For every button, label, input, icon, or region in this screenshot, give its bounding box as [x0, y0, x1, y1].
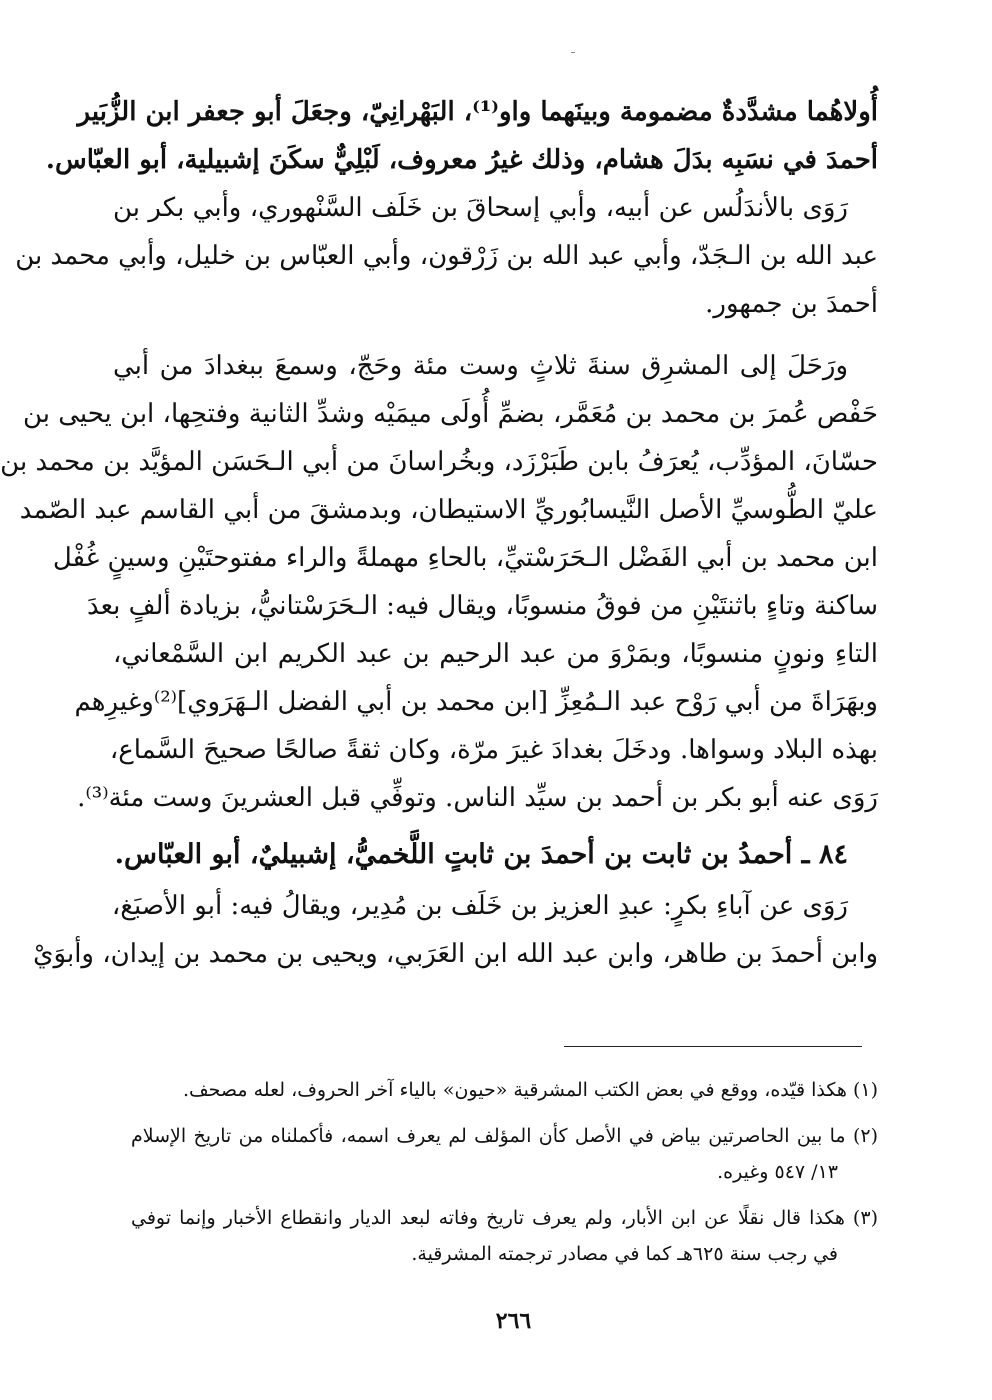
footnote-divider	[564, 1046, 862, 1047]
text-line: رَوَى بالأندَلُس عن أبيه، وأبي إسحاقَ بن خَلَف السَّنْهوري، وأبي بكر بن	[113, 193, 848, 223]
text-line: وابن أحمدَ بن طاهر، وابن عبد الله ابن العَرَبي، ويحيى بن محمد بن إيدان، وأبوَيْ	[33, 939, 878, 969]
text-line: ورَحَلَ إلى المشرِق سنةَ ثلاثٍ وست مئة وحَجّ، وسمعَ ببغدادَ من أبي	[113, 351, 848, 381]
text-line: أحمدَ في نسَبِه بدَلَ هشام، وذلك غيرُ معروف، لَبْلِيٌّ سكَنَ إشبيلية، أبو العبّاس.	[45, 145, 878, 175]
footnote-3-continued: في رجب سنة ٦٢٥هـ كما في مصادر ترجمته المشرقية.	[411, 1243, 838, 1265]
footnotes-block	[131, 1072, 878, 1272]
text-line: عليّ الطُّوسيِّ الأصل النَّيسابُوريِّ الاستيطان، وبدمشقَ من أبي القاسم عبد الصّمد	[19, 495, 878, 525]
text-line: ساكنة وتاءٍ باثنتَيْنِ من فوقُ منسوبًا، ويقال فيه: الـحَرَسْتانيُّ، بزيادة ألفٍ بعدَ	[86, 591, 878, 621]
entry-heading: ٨٤ ـ أحمدُ بن ثابت بن أحمدَ بن ثابتٍ اللَّخميُّ، إشبيليٌ، أبو العبّاس.	[114, 839, 848, 870]
footnote-2: (٢) ما بين الحاصرتين بياض في الأصل كأن المؤلف لم يعرف اسمه، فأكملناه من تاريخ الإسلام	[131, 1125, 878, 1147]
main-text-block	[0, 88, 878, 978]
text-line: حَفْص عُمرَ بن محمد بن مُعَمَّر، بضمِّ أُولَى ميمَيْه وشدِّ الثانية وفتحِها، ابن يحيى بن	[22, 399, 878, 429]
text-line: رَوَى عن آباءِ بكرٍ: عبدِ العزيز بن خَلَف بن مُدِير، ويقالُ فيه: أبو الأصبَغ،	[111, 891, 848, 921]
text-line: بهذه البلاد وسواها. ودخَلَ بغدادَ غيرَ مرّة، وكان ثقةً صالحًا صحيحَ السَّماع،	[109, 735, 878, 765]
text-line: ابن محمد بن أبي الفَضْل الـحَرَسْتيِّ، بالحاءِ مهملةً والراء مفتوحتَيْنِ وسينٍ غُفْل	[52, 543, 878, 573]
footnote-1: (١) هكذا قيّده، ووقع في بعض الكتب المشرقية «حيون» بالياء آخر الحروف، لعله مصحف.	[182, 1079, 878, 1101]
scan-mark	[571, 52, 575, 53]
text-line: التاءِ ونونٍ منسوبًا، وبمَرْوَ من عبد الرحيم بن عبد الكريم ابن السَّمْعاني،	[113, 639, 878, 669]
text-line: أُولاهُما مشدَّدةٌ مضمومة وبينَهما واو⁽¹⁾، البَهْرانِيّ، وجعَلَ أبو جعفر ابن الزُّبَير	[77, 97, 878, 127]
footnote-2-continued: ١٣/ ٥٤٧ وغيره.	[717, 1161, 838, 1183]
text-line: وبهَرَاةَ من أبي رَوْح عبد الـمُعِزِّ [ابن محمد بن أبي الفضل الـهَرَوي]⁽²⁾وغيرِهم	[74, 687, 878, 717]
footnote-3: (٣) هكذا قال نقلًا عن ابن الأبار، ولم يعرف تاريخ وفاته لبعد الديار وانقطاع الأخبار وإنما توفي	[131, 1207, 878, 1229]
text-line: حسّانَ، المؤدِّب، يُعرَفُ بابن طَبَرْزَد، وبخُراسانَ من أبي الـحَسَن المؤيَّد بن محمد بن	[0, 447, 878, 477]
text-line: عبد الله بن الـجَدّ، وأبي عبد الله بن زَرْقون، وأبي العبّاس بن خليل، وأبي محمد بن	[15, 241, 878, 271]
text-line: أحمدَ بن جمهور.	[705, 289, 878, 319]
text-line: رَوَى عنه أبو بكر بن أحمد بن سيِّد الناس. وتوفِّي قبل العشرينَ وست مئة⁽³⁾.	[77, 783, 878, 813]
page-number: ٢٦٦	[495, 1308, 532, 1334]
